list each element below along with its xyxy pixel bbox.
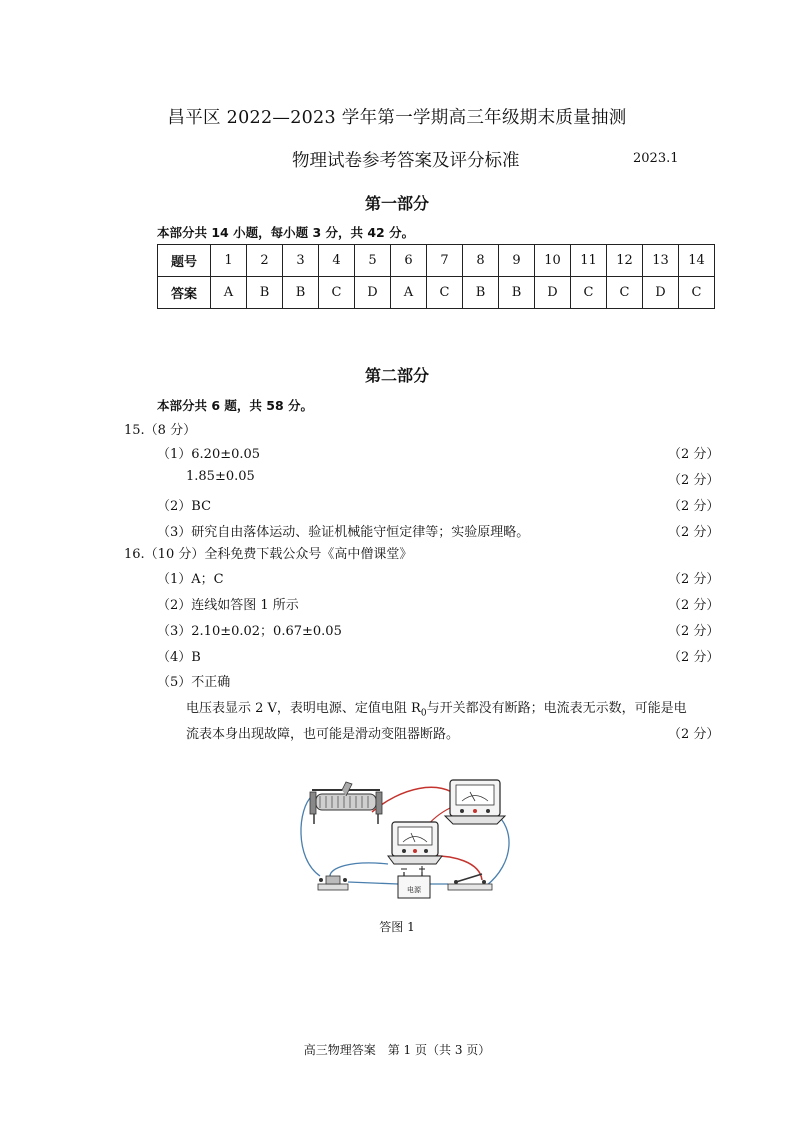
figure-caption: 答图 1 — [379, 920, 415, 934]
question-number: 13 — [643, 245, 679, 277]
explanation-text-a: 电压表显示 2 V，表明电源、定值电阻 R — [186, 701, 421, 716]
q16-score-4: （2 分） — [668, 650, 720, 665]
q15-answer-1: （1）6.20±0.05 — [157, 447, 261, 462]
part1-intro: 本部分共 14 小题，每小题 3 分，共 42 分。 — [157, 225, 415, 240]
answer-cell: B — [463, 277, 499, 309]
battery — [398, 866, 430, 898]
q15-score-2: （2 分） — [668, 499, 720, 514]
question-number: 12 — [607, 245, 643, 277]
answer-cell: C — [679, 277, 715, 309]
table-row-answers — [158, 277, 715, 309]
part2-intro: 本部分共 6 题，共 58 分。 — [157, 398, 314, 413]
q15-header: 15.（8 分） — [124, 423, 197, 438]
circuit-diagram — [290, 768, 520, 908]
q15-answer-1b: 1.85±0.05 — [186, 469, 255, 484]
q15-answer-3: （3）研究自由落体运动、验证机械能守恒定律等；实验原理略。 — [157, 525, 530, 540]
question-number: 6 — [391, 245, 427, 277]
wire-red — [372, 787, 460, 812]
question-number: 8 — [463, 245, 499, 277]
part1-heading: 第一部分 — [364, 194, 429, 213]
q16-score-2: （2 分） — [668, 598, 720, 613]
q15-score-1b: （2 分） — [668, 473, 720, 488]
question-number: 2 — [247, 245, 283, 277]
exam-subtitle: 物理试卷参考答案及评分标准 — [292, 151, 520, 171]
question-number: 5 — [355, 245, 391, 277]
answer-cell: C — [319, 277, 355, 309]
exam-title: 昌平区 2022—2023 学年第一学期高三年级期末质量抽测 — [167, 108, 627, 128]
answer-cell: C — [427, 277, 463, 309]
q16-answer-1: （1）A；C — [157, 572, 224, 587]
ammeter — [445, 780, 505, 824]
wire-blue — [330, 863, 388, 876]
answer-cell: C — [571, 277, 607, 309]
question-number: 10 — [535, 245, 571, 277]
q16-header: 16.（10 分）全科免费下载公众号《高中僧课堂》 — [124, 547, 413, 562]
wire-blue — [348, 882, 398, 884]
part2-heading: 第二部分 — [364, 366, 429, 385]
rheostat — [310, 782, 382, 824]
answer-cell: C — [607, 277, 643, 309]
explanation-text-b: 与开关都没有断路；电流表无示数，可能是电 — [426, 701, 687, 716]
q16-answer-4: （4）B — [157, 650, 201, 665]
question-number: 7 — [427, 245, 463, 277]
row-label-number: 题号 — [158, 245, 211, 277]
answer-cell: D — [355, 277, 391, 309]
answer-cell: D — [535, 277, 571, 309]
q16-explanation-line2: 流表本身出现故障，也可能是滑动变阻器断路。 — [186, 727, 460, 742]
answer-cell: B — [283, 277, 319, 309]
answer-cell: B — [247, 277, 283, 309]
table-row-numbers — [158, 245, 715, 277]
question-number: 14 — [679, 245, 715, 277]
q16-score-1: （2 分） — [668, 572, 720, 587]
answer-cell: D — [643, 277, 679, 309]
q16-score-3: （2 分） — [668, 624, 720, 639]
answer-table — [157, 244, 715, 309]
q16-answer-2: （2）连线如答图 1 所示 — [157, 598, 299, 613]
question-number: 1 — [211, 245, 247, 277]
question-number: 9 — [499, 245, 535, 277]
answer-cell: A — [391, 277, 427, 309]
page-footer: 高三物理答案 第 1 页（共 3 页） — [303, 1043, 491, 1057]
fixed-resistor — [318, 876, 348, 890]
question-number: 4 — [319, 245, 355, 277]
row-label-answer: 答案 — [158, 277, 211, 309]
q16-answer-5: （5）不正确 — [157, 675, 231, 690]
q15-score-1: （2 分） — [668, 447, 720, 462]
resistor-subscript: 0 — [420, 708, 427, 719]
answer-cell: A — [211, 277, 247, 309]
exam-date: 2023.1 — [633, 151, 679, 166]
battery-label: 电源 — [407, 886, 421, 894]
q16-explanation-line1 — [186, 697, 687, 719]
q16-answer-3: （3）2.10±0.02；0.67±0.05 — [157, 624, 342, 639]
voltmeter — [388, 822, 442, 864]
question-number: 3 — [283, 245, 319, 277]
answer-cell: B — [499, 277, 535, 309]
q15-score-3: （2 分） — [668, 525, 720, 540]
switch — [448, 874, 492, 890]
q16-score-5: （2 分） — [668, 727, 720, 742]
question-number: 11 — [571, 245, 607, 277]
q15-answer-2: （2）BC — [157, 499, 212, 514]
